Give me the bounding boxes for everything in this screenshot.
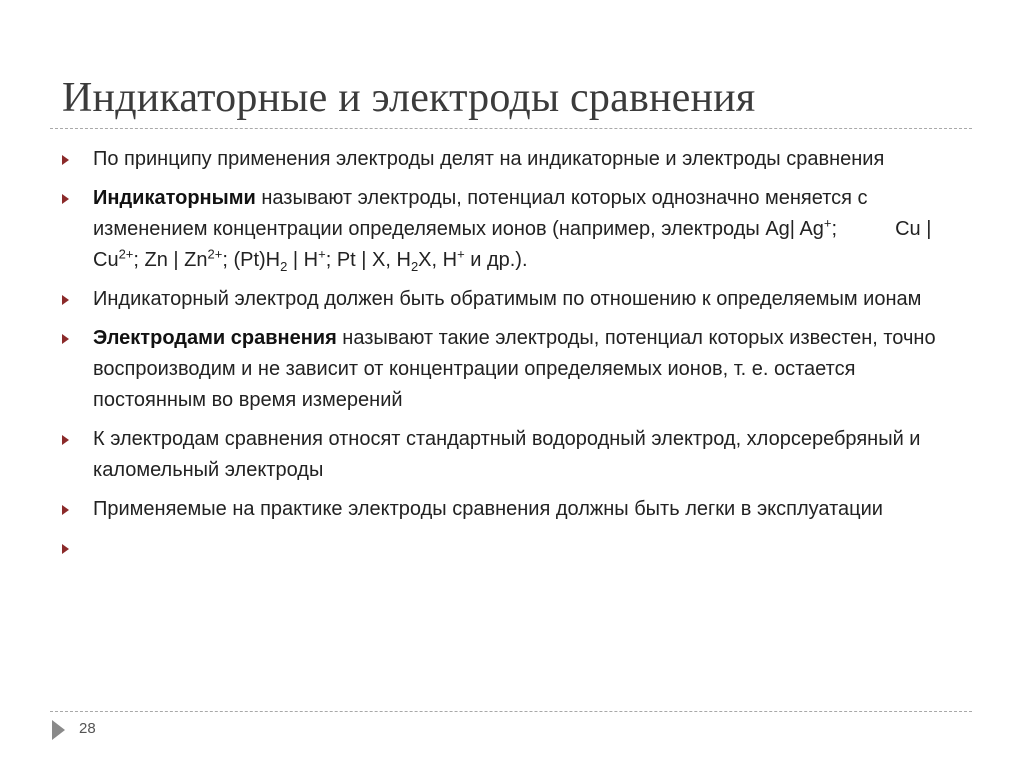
- bullet-text: Индикаторный электрод должен быть обратимым по отношению к определяемым ионам: [93, 288, 922, 310]
- superscript: 2+: [207, 246, 223, 262]
- superscript: 2+: [118, 246, 134, 262]
- slide-title: Индикаторные и электроды сравнения: [62, 75, 756, 121]
- bullet-text: называют электроды, потенциал которых однозначно меняется с изменением концентрации определяемых ионов (например, электроды Ag| Ag: [93, 187, 868, 240]
- superscript: +: [318, 246, 326, 262]
- superscript: +: [823, 215, 832, 231]
- superscript: +: [457, 246, 465, 262]
- subscript: 2: [410, 259, 419, 274]
- bullet-text: называют такие электроды, потенциал которых известен, точно воспроизводим и не зависит от концентрации определяемых ионов, т. е. остается постоянным во время измерений: [93, 327, 936, 411]
- bullet-text: ;: [831, 218, 838, 240]
- bullet-text: и др.).: [464, 249, 528, 271]
- bullet-text: К электродам сравнения относят стандартный водородный электрод, хлорсеребряный и каломельный электроды: [93, 428, 921, 481]
- footer-divider: [50, 711, 972, 712]
- bullet-text: Применяемые на практике электроды сравнения должны быть легки в эксплуатации: [93, 498, 883, 520]
- bullet-text: X, H: [418, 249, 458, 271]
- bullet-item: [62, 424, 962, 486]
- bullet-marker-icon: [62, 435, 69, 445]
- bullet-text: ; Pt | X, H: [325, 249, 411, 271]
- bullet-text: ; (Pt)H: [222, 249, 281, 271]
- bullet-item: [62, 494, 962, 525]
- bullet-item: [62, 183, 962, 276]
- title-divider: [50, 128, 972, 129]
- bullet-term: Индикаторными: [93, 187, 256, 209]
- bullet-item: [62, 144, 962, 175]
- bullet-item: [62, 323, 962, 416]
- bullet-marker-icon: [62, 505, 69, 515]
- bullet-text: По принципу применения электроды делят на индикаторные и электроды сравнения: [93, 148, 885, 170]
- bullet-list: [62, 144, 962, 572]
- bullet-marker-icon: [62, 155, 69, 165]
- bullet-marker-icon: [62, 544, 69, 554]
- bullet-text: | H: [287, 249, 319, 271]
- bullet-marker-icon: [62, 295, 69, 305]
- bullet-item-empty: [62, 533, 962, 564]
- bullet-marker-icon: [62, 194, 69, 204]
- subscript: 2: [280, 259, 288, 274]
- bullet-text: Cu | Cu: [93, 218, 932, 271]
- footer-triangle-icon: [52, 720, 65, 740]
- bullet-term: Электродами сравнения: [93, 327, 337, 349]
- bullet-item: [62, 284, 962, 315]
- bullet-text: ; Zn | Zn: [133, 249, 208, 271]
- page-number: 28: [79, 720, 96, 737]
- bullet-marker-icon: [62, 334, 69, 344]
